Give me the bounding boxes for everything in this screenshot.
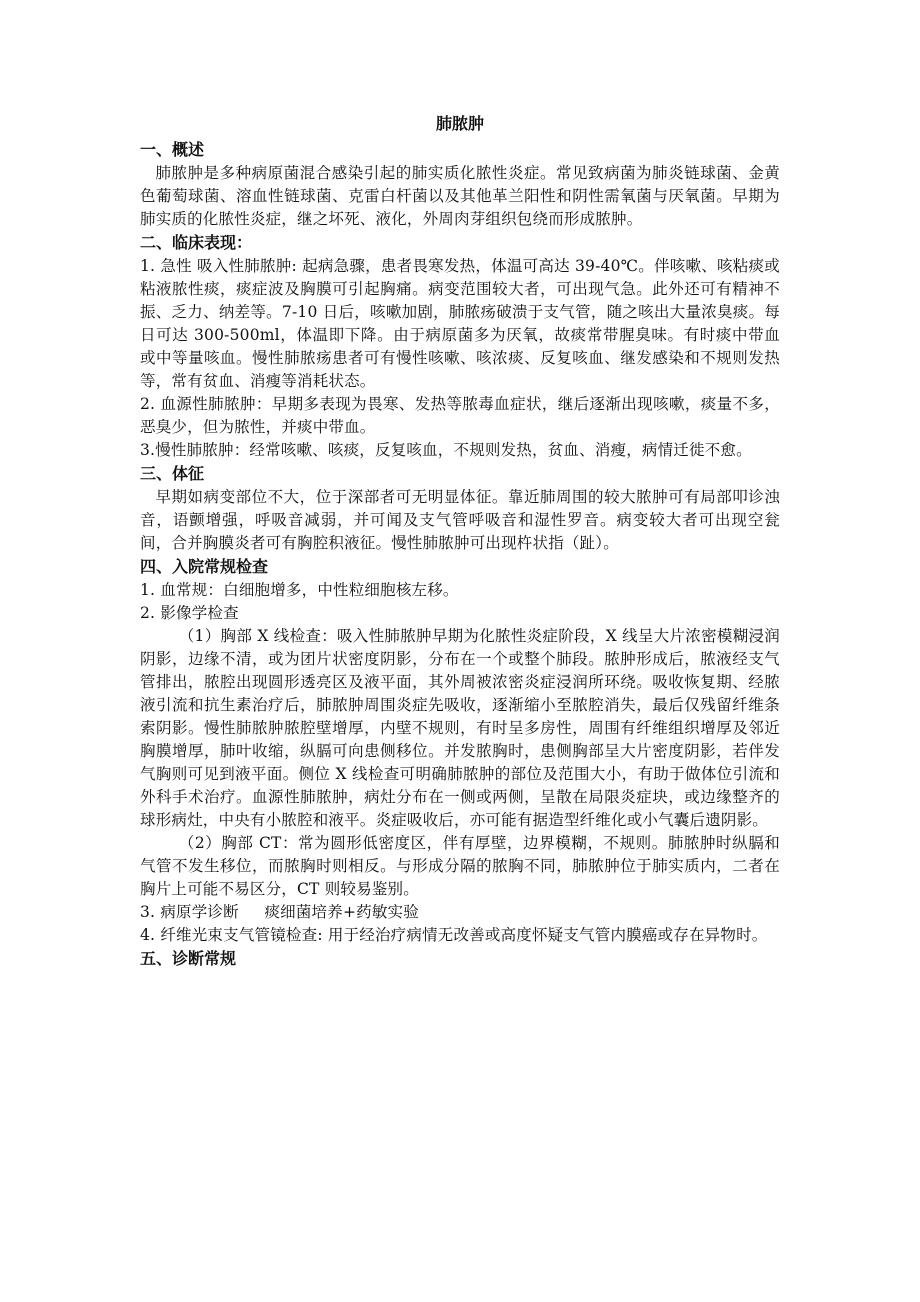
document-body [140,112,780,971]
paragraph-blood-test: 1. 血常规：白细胞增多，中性粒细胞核左移。 [140,581,459,599]
document-title: 肺脓肿 [435,114,484,133]
paragraph-chest-xray: （1）胸部 X 线检查：吸入性肺脓肿早期为化脓性炎症阶段，X 线呈大片浓密模糊浸润阴影，边缘不清，或为团片状密度阴影，分布在一个或整个肺段。脓肿形成后，脓液经支气管排出，脓腔出现圆形透亮区及液平面，其外周被浓密炎症浸润所环绕。吸收恢复期、经脓液引流和抗生素治疗后，肺脓肿周围炎症先吸收，逐渐缩小至脓腔消失，最后仅残留纤维条索阴影。慢性肺脓肿脓腔壁增厚，内壁不规则，有时呈多房性，周围有纤维组织增厚及邻近胸膜增厚，肺叶收缩，纵膈可向患侧移位。并发脓胸时，患侧胸部呈大片密度阴影，若伴发气胸则可见到液平面。侧位 X 线检查可明确肺脓肿的部位及范围大小，有助于做体位引流和外科手术治疗。血源性肺脓肿，病灶分布在一侧或两侧，呈散在局限炎症块，或边缘整齐的球形病灶，中央有小脓腔和液平。炎症吸收后，亦可能有据造型纤维化或小气囊后遗阴影。 [140,627,780,829]
section-heading-exams: 四、入院常规检查 [140,557,269,576]
paragraph-chest-ct: （2）胸部 CT：常为圆形低密度区，伴有厚壁，边界模糊，不规则。肺脓肿时纵膈和气管不发生移位，而脓胸时则相反。与形成分隔的脓胸不同，肺脓肿位于肺实质内，二者在胸片上可能不易区分，CT 则较易鉴别。 [140,834,780,898]
paragraph-pathogen-diagnosis: 3. 病原学诊断 痰细菌培养+药敏实验 [140,903,419,921]
paragraph-acute-abscess: 1. 急性 吸入性肺脓肿: 起病急骤，患者畏寒发热，体温可高达 39-40℃。伴咳嗽、咳粘痰或粘液脓性痰，痰症波及胸膜可引起胸痛。病变范围较大者，可出现气急。此外还可有精神不振、乏力、纳差等。7-10 日后，咳嗽加剧，肺脓疡破溃于支气管，随之咳出大量浓臭痰。每日可达 300-500ml，体温即下降。由于病原菌多为厌氧，故痰常带腥臭味。有时痰中带血或中等量咳血。慢性肺脓疡患者可有慢性咳嗽、咳浓痰、反复咳血、继发感染和不规则发热等，常有贫血、消瘦等消耗状态。 [140,257,780,390]
section-heading-signs: 三、体征 [140,464,205,483]
paragraph-overview: 肺脓肿是多种病原菌混合感染引起的肺实质化脓性炎症。常见致病菌为肺炎链球菌、金黄色葡萄球菌、溶血性链球菌、克雷白杆菌以及其他革兰阳性和阴性需氧菌与厌氧菌。早期为肺实质的化脓性炎症，继之坏死、液化，外周肉芽组织包绕而形成脓肿。 [140,164,780,228]
paragraph-bronchoscopy: 4. 纤维光束支气管镜检查: 用于经治疗病情无改善或高度怀疑支气管内膜癌或存在异物时。 [140,926,768,944]
section-heading-clinical: 二、临床表现： [140,233,253,252]
paragraph-imaging: 2. 影像学检查 [140,604,239,622]
section-heading-diagnosis: 五、诊断常规 [140,949,237,968]
paragraph-hematogenous-abscess: 2. 血源性肺脓肿：早期多表现为畏寒、发热等脓毒血症状，继后逐渐出现咳嗽，痰量不多，恶臭少，但为脓性，并痰中带血。 [140,395,780,436]
section-heading-overview: 一、概述 [140,140,205,159]
paragraph-signs: 早期如病变部位不大，位于深部者可无明显体征。靠近肺周围的较大脓肿可有局部叩诊浊音，语颤增强，呼吸音减弱，并可闻及支气管呼吸音和湿性罗音。病变较大者可出现空瓮间，合并胸膜炎者可有胸腔积液征。慢性肺脓肿可出现杵状指（趾）。 [140,488,780,552]
paragraph-chronic-abscess: 3.慢性肺脓肿：经常咳嗽、咳痰，反复咳血，不规则发热，贫血、消瘦，病情迁徙不愈。 [140,441,752,459]
